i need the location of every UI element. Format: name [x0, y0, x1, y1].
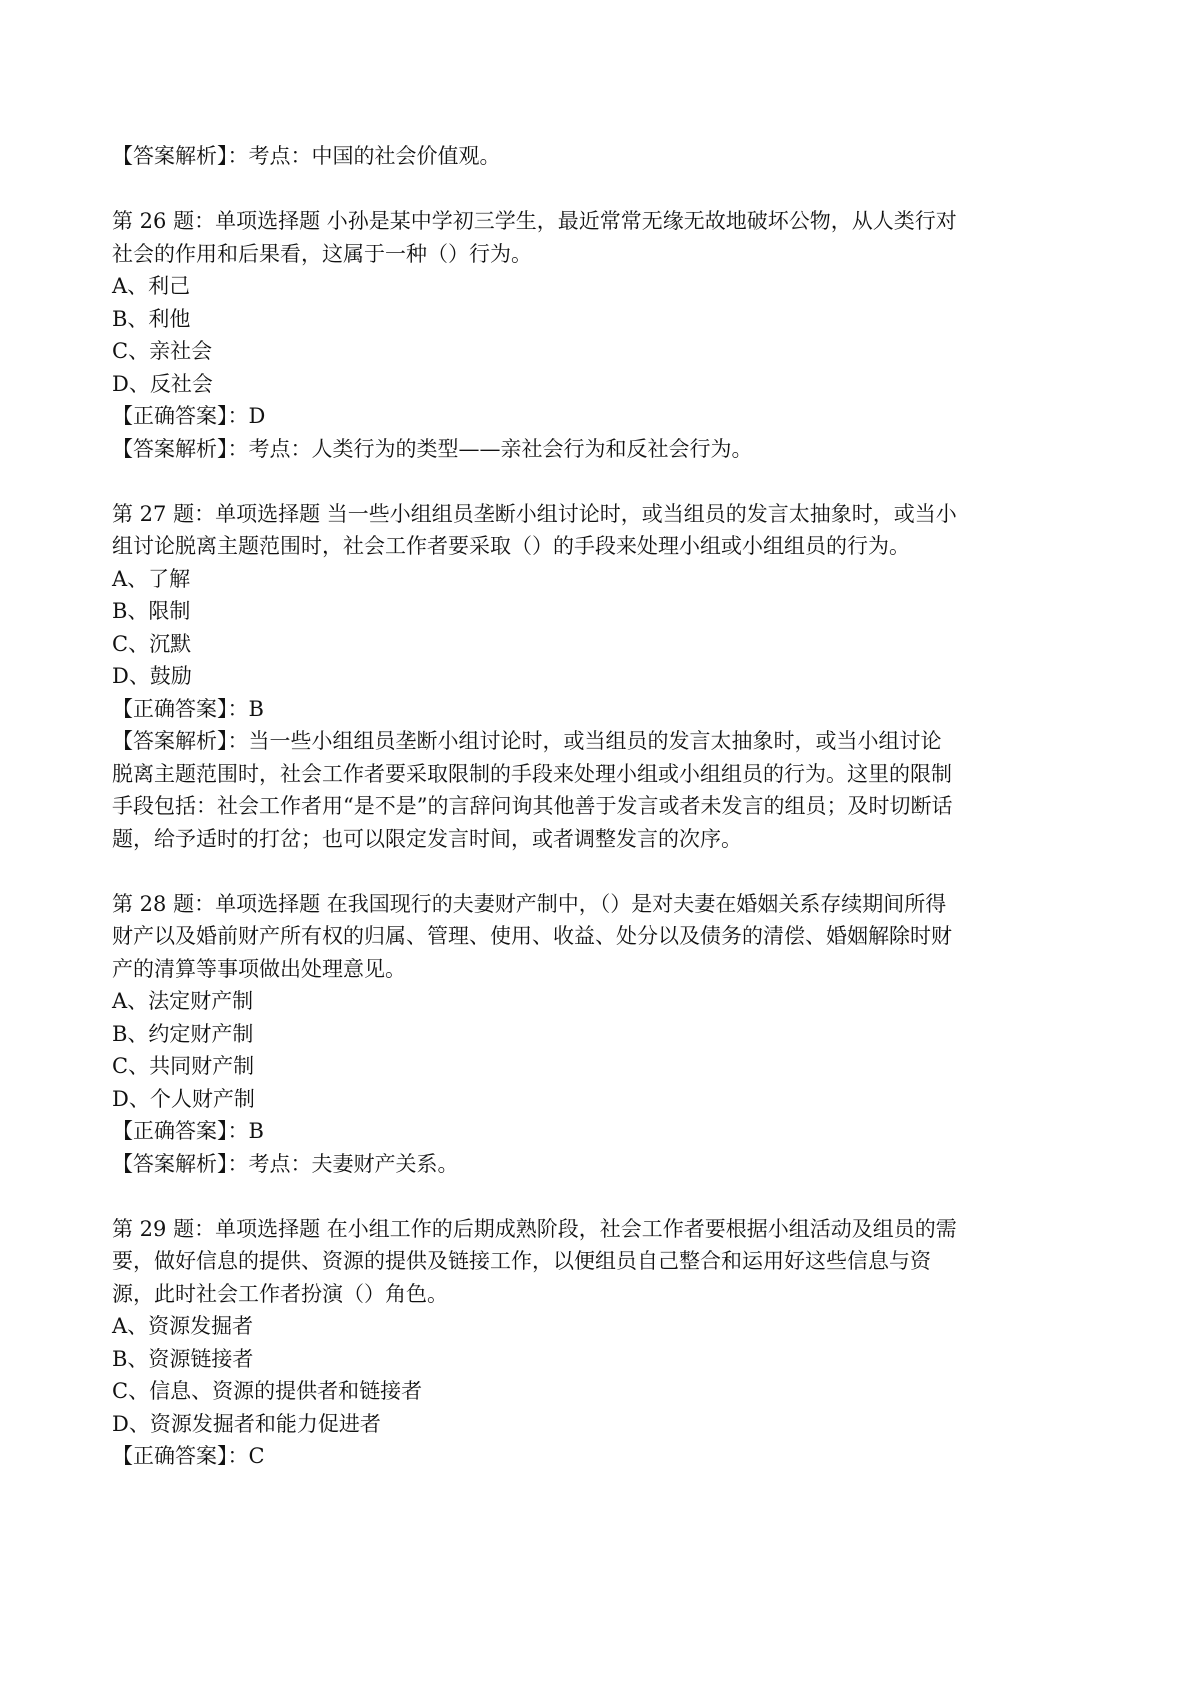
- answer-analysis: 题，给予适时的打岔；也可以限定发言时间，或者调整发言的次序。: [112, 826, 742, 851]
- option-c: C、共同财产制: [112, 1054, 255, 1078]
- question-stem: 社会的作用和后果看，这属于一种（）行为。: [112, 241, 532, 266]
- option-a: A、了解: [112, 566, 191, 591]
- option-c: C、信息、资源的提供者和链接者: [112, 1379, 423, 1403]
- option-c: C、沉默: [112, 631, 192, 656]
- spacer: [112, 465, 1112, 498]
- question-stem: 第 29 题：单项选择题 在小组工作的后期成熟阶段，社会工作者要根据小组活动及组员的需: [112, 1216, 957, 1241]
- document-page: [112, 140, 1112, 1473]
- answer-analysis: 【答案解析】：考点：夫妻财产关系。: [112, 1151, 459, 1176]
- correct-answer: 【正确答案】：D: [112, 404, 266, 428]
- question-stem: 第 27 题：单项选择题 当一些小组组员垄断小组讨论时，或当组员的发言太抽象时，或当小: [112, 501, 957, 526]
- option-b: B、利他: [112, 306, 191, 331]
- question-27: [112, 498, 1112, 856]
- option-b: B、资源链接者: [112, 1346, 254, 1371]
- answer-analysis: 脱离主题范围时，社会工作者要采取限制的手段来处理小组或小组组员的行为。这里的限制: [112, 761, 952, 786]
- question-stem: 要，做好信息的提供、资源的提供及链接工作，以便组员自己整合和运用好这些信息与资: [112, 1249, 931, 1273]
- question-stem: 源，此时社会工作者扮演（）角色。: [112, 1281, 448, 1306]
- option-d: D、鼓励: [112, 664, 192, 688]
- spacer: [112, 173, 1112, 206]
- question-stem: 第 28 题：单项选择题 在我国现行的夫妻财产制中，（）是对夫妻在婚姻关系存续期间所得: [112, 891, 947, 916]
- answer-analysis: 【答案解析】：当一些小组组员垄断小组讨论时，或当组员的发言太抽象时，或当小组讨论: [112, 729, 942, 753]
- spacer: [112, 1180, 1112, 1213]
- answer-analysis: 【答案解析】：考点：人类行为的类型——亲社会行为和反社会行为。: [112, 436, 753, 461]
- option-c: C、亲社会: [112, 339, 213, 363]
- option-d: D、个人财产制: [112, 1086, 255, 1111]
- question-stem: 第 26 题：单项选择题 小孙是某中学初三学生，最近常常无缘无故地破坏公物，从人类行对: [112, 209, 957, 233]
- spacer: [112, 855, 1112, 888]
- question-stem: 财产以及婚前财产所有权的归属、管理、使用、收益、处分以及债务的清偿、婚姻解除时财: [112, 924, 952, 948]
- option-b: B、限制: [112, 599, 191, 623]
- option-a: A、资源发掘者: [112, 1314, 254, 1338]
- option-d: D、反社会: [112, 371, 213, 396]
- correct-answer: 【正确答案】：B: [112, 1119, 264, 1143]
- option-d: D、资源发掘者和能力促进者: [112, 1411, 381, 1436]
- option-a: A、利己: [112, 274, 191, 298]
- correct-answer: 【正确答案】：C: [112, 1444, 265, 1468]
- question-29: [112, 1213, 1112, 1473]
- question-28: [112, 888, 1112, 1181]
- intro-analysis: 【答案解析】：考点：中国的社会价值观。: [112, 144, 501, 168]
- answer-analysis: 手段包括：社会工作者用“是不是”的言辞问询其他善于发言或者未发言的组员；及时切断话: [112, 794, 953, 818]
- question-stem: 组讨论脱离主题范围时，社会工作者要采取（）的手段来处理小组或小组组员的行为。: [112, 534, 910, 558]
- question-26: [112, 205, 1112, 465]
- option-b: B、约定财产制: [112, 1021, 254, 1046]
- question-stem: 产的清算等事项做出处理意见。: [112, 956, 406, 981]
- correct-answer: 【正确答案】：B: [112, 696, 264, 721]
- option-a: A、法定财产制: [112, 989, 254, 1013]
